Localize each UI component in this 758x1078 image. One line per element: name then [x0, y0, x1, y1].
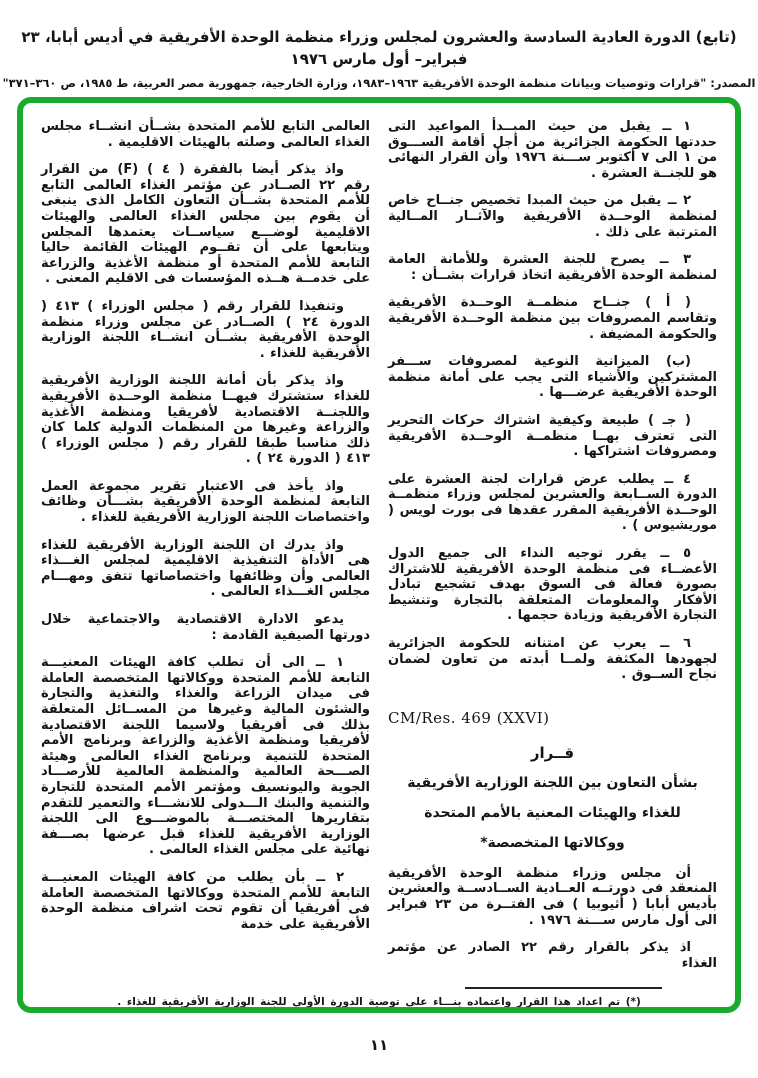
invitation-paragraph: يدعو الادارة الاقتصادية والاجتماعية خلال دورتها الصيفية القادمة : — [41, 612, 370, 643]
resolution-title — [388, 745, 717, 852]
green-border-frame — [17, 97, 741, 1013]
text-columns — [41, 119, 717, 983]
right-column — [388, 119, 717, 983]
recalling-paragraph: واذ يذكر أيضا بالفقرة ( ٤ ) (F) من القرار رقم ٢٢ الصــادر عن مؤتمر الغذاء العالمى التابع للأمم المتحدة بشــأن التعاون الكامل الذى ينبغى أن يقوم بين مجلس الغذاء العالمى والهيئات الاقليمية لوضـــع سياســات يعتمدها المجلس ويتابعها على أن تقــوم الهيئات القائمة حاليا التابعة للأمم المتحدة أو منظمة الأغذية والزراعة على خدمــة هــذه المؤسسات فى الاقليم المعنى . — [41, 162, 370, 287]
working-group-paragraph: واذ يأخذ فى الاعتبار تقرير مجموعة العمل التابعة لمنظمة الوحدة الأفريقية بشـــأن وظائف واختصاصات اللجنة الوزارية الأفريقية للغذاء . — [41, 478, 370, 526]
footnote-separator-line — [465, 987, 662, 989]
paragraph-item-5: ٥ ــ يقرر توجيه النداء الى جميع الدول الأعضــاء فى منظمة الوحدة الأفريقية للاشتراك بصورة فعالة فى السوق بهدف تشجيع تبادل الأفكار والمعلومات المتعلقة بالتجارة وتنشيط التجارة الأفريقية وزيادة حجمها . — [388, 546, 717, 624]
resolution-title-line-2: بشأن التعاون بين اللجنة الوزارية الأفريقية — [407, 774, 698, 791]
secretariat-paragraph: واذ يذكر بأن أمانة اللجنة الوزارية الأفريقية للغذاء ستشترك فيهــا منظمة الوحــدة الأفريقية واللجنــة الاقتصادية لأفريقيا ومنظمة الأغذية والزراعة وغيرها من المنظمات الدولية كلما كان ذلك مناسبا طبقا للقرار رقم ( مجلس الوزراء ) ٤١٣ ( الدورة ٢٤ ) . — [41, 373, 370, 467]
source-citation: المصدر: "قرارات وتوصيات وبيانات منظمة الوحدة الأفريقية ١٩٦٣–١٩٨٣، وزارة الخارجية، جمهورية مصر العربية، ط ١٩٨٥، ص ٣٦٠–٣٧١" — [2, 76, 756, 90]
paragraph-item-3b: (ب) الميزانية النوعية لمصروفات ســـفر المشتركين والأشياء التى يجب على أمانة منظمة الوحدة الأفريقية عرضـــها . — [388, 354, 717, 401]
paragraph-item-3: ٣ ــ يصرح للجنة العشرة وللأمانة العامة لمنظمة الوحدة الأفريقية اتخاذ قرارات بشــأن : — [388, 252, 717, 283]
continuation-paragraph: العالمى التابع للأمم المتحدة بشــأن انشــاء مجلس الغذاء العالمى وصلته بالهيئات الاقليمية . — [41, 119, 370, 150]
resolution-preamble-1: أن مجلس وزراء منظمة الوحدة الأفريقية المنعقد فى دورتــه العــادية الســادســة والعشرين بأديس أبابا ( أثيوبيا ) فى الفتــرة من ٢٣ فبراير الى أول مارس ســـنة ١٩٧٦ . — [388, 865, 718, 928]
footnote-text: (*) تم اعداد هذا القرار واعتماده بنـــاء على توصية الدورة الأولى للجنة الوزارية الأفريقية للغذاء . — [117, 995, 641, 1008]
request-item-1: ١ ــ الى أن تطلب كافة الهيئات المعنيـــة التابعة للأمم المتحدة ووكالاتها المتخصصة العاملة فى ميدان الزراعة والغذاء والتغذية والتجارة والشئون المالية وغيرها من المســائل المتعلقة بذلك فى أفريقيا ولاسيما اللجنة الاقتصادية لأفريقيا ومنظمة الأغذية والزراعة وبرنامج الأمم المتحدة للتنمية وبرنامج الغذاء العالمى وهيئة الصـــحة العالمية والمنظمة العالمية للأرصـــاد الجوية واليونسيف ومؤتمر الأمم المتحدة للتجارة والتنمية والبنك الـــدولى للانشـــاء والتعمير للتقدم بتقاريرها المختصـــة بالموضـــوع الى اللجنة الوزارية الأفريقية للغذاء قبل عرضها بصـــفة نهائية على مجلس الغذاء العالمى . — [41, 655, 370, 858]
footnote-area — [41, 987, 717, 1008]
implementation-paragraph: وتنفيذا للقرار رقم ( مجلس الوزراء ) ٤١٣ ( الدورة ٢٤ ) الصــادر عن مجلس وزراء منظمة الوحدة الأفريقية بشــأن انشــاء اللجنة الوزارية الأفريقية للغذاء . — [41, 298, 370, 361]
paragraph-item-3c: ( جـ ) طبيعة وكيفية اشتراك حركات التحرير التى تعترف بهــا منظمــة الوحــدة الأفريقية ومصروفات اشتراكها . — [388, 412, 717, 460]
request-item-2: ٢ ــ بأن يطلب من كافة الهيئات المعنيـــة التابعة للأمم المتحدة ووكالاتها المتخصصة العاملة فى أفريقيا أن تقوم تحت اشراف منظمة الوحدة الأفريقية على خدمة — [41, 869, 370, 932]
resolution-title-line-3: للغذاء والهيئات المعنية بالأمم المتحدة — [424, 804, 681, 821]
paragraph-item-3a: ( أ ) جنــاح منظمــة الوحــدة الأفريقية وتقاسم المصروفات بين منظمة الوحــدة الأفريقية والحكومة المضيفة . — [388, 295, 717, 342]
paragraph-item-4: ٤ ــ يطلب عرض قرارات لجنة العشرة على الدورة الســابعة والعشرين لمجلس وزراء منظمــة الوحــدة الأفريقية المقرر عقدها فى بورت لويس ( موريشيوس ) . — [388, 471, 717, 534]
paragraph-item-2: ٢ ــ يقبل من حيث المبدا تخصيص جنــاح خاص لمنظمة الوحــدة الأفريقية والآثــار المــالية المترتبة على ذلك . — [388, 193, 717, 240]
page-number: ١١ — [369, 1036, 389, 1054]
resolution-title-line-1: قــرار — [530, 743, 575, 762]
resolution-title-line-4: ووكالاتها المتخصصة* — [480, 834, 625, 851]
page-header — [0, 0, 758, 90]
resolution-id: CM/Res. 469 (XXVI) — [388, 708, 550, 727]
session-title: (تابع) الدورة العادية السادسة والعشرون لمجلس وزراء منظمة الوحدة الأفريقية في أديس أبابا، ٢٣ فبراير– أول مارس ١٩٧٦ — [21, 28, 737, 68]
resolution-preamble-2: اذ يذكر بالقرار رقم ٢٢ الصادر عن مؤتمر الغذاء — [388, 940, 717, 971]
awareness-paragraph: واذ يدرك ان اللجنة الوزارية الأفريقية للغذاء هى الأداة التنفيذية الاقليمية لمجلس الغـــذاء العالمى وأن وظائفها واختصاصاتها تتفق ومهـــام مجلس الغـــذاء العالمى . — [41, 537, 370, 600]
paragraph-item-6: ٦ ــ يعرب عن امتنانه للحكومة الجزائرية لجهودها المكثفة ولمــا أبدته من تعاون لضمان نجاح الســوق . — [388, 636, 717, 683]
left-column — [41, 119, 370, 944]
paragraph-item-1: ١ ــ يقبل من حيث المبــدأ المواعيد التى حددتها الحكومة الجزائرية من أجل أقامة الســـوق من ١ الى ٧ أكتوبر ســـنة ١٩٧٦ وأن القرار النهائى هو للجنــة العشرة . — [388, 119, 717, 181]
